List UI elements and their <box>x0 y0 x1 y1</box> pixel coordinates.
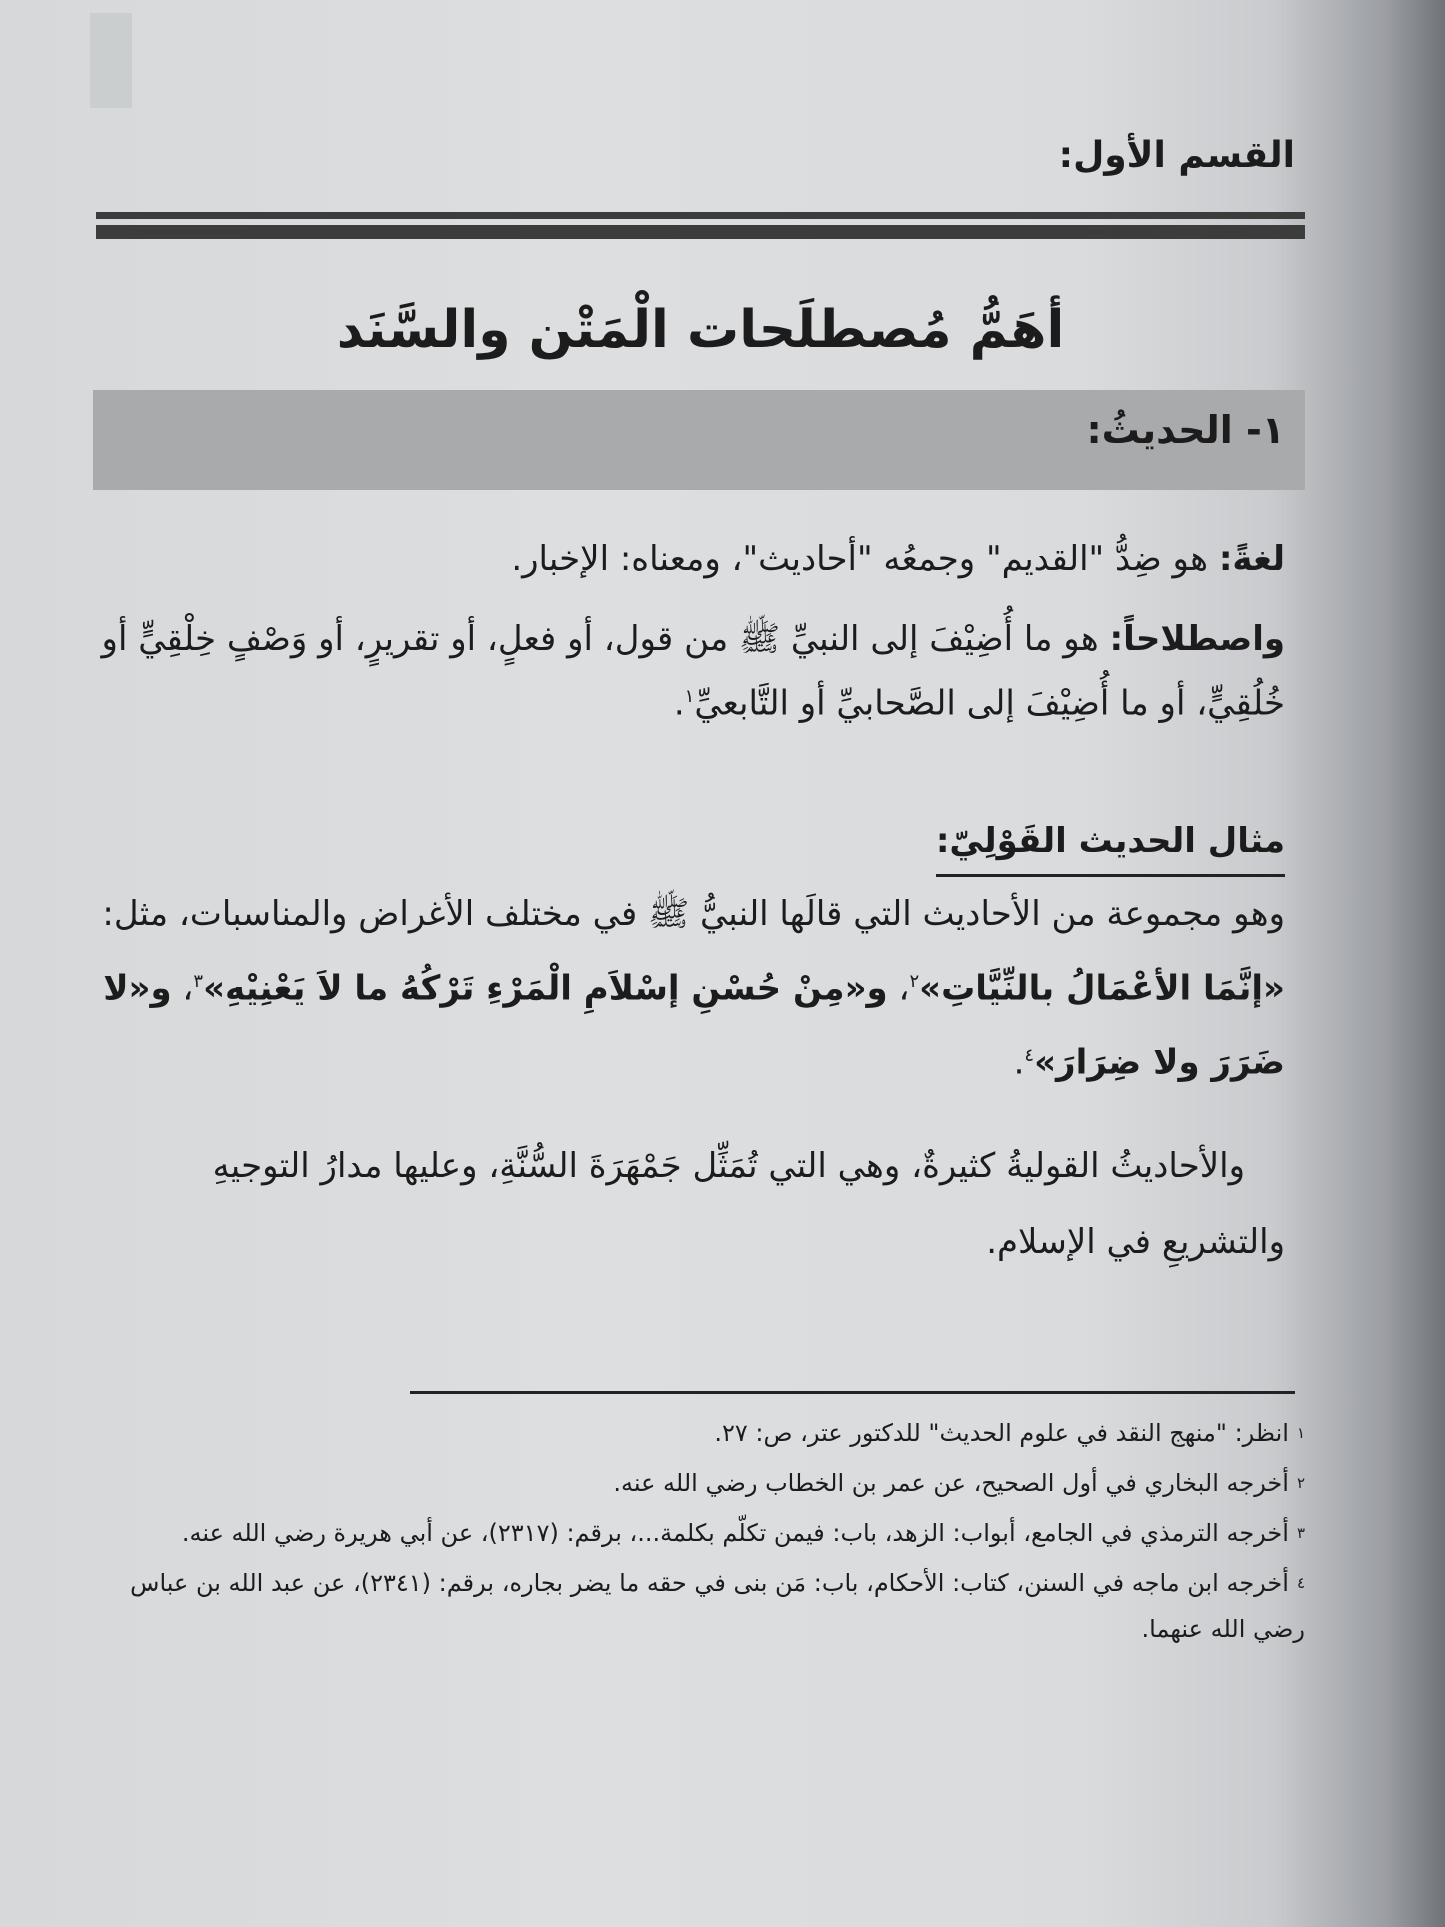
period: . <box>1013 1042 1025 1083</box>
footnote-text: أخرجه ابن ماجه في السنن، كتاب: الأحكام، باب: مَن بنى في حقه ما يضر بجاره، برقم: (٢٣٤١)، عن عبد الله بن عباس رضي الله عنهما. <box>130 1569 1305 1643</box>
footnote-3 <box>96 1510 1305 1556</box>
example-label: مثال الحديث القَوْلِيّ: <box>936 812 1285 877</box>
footnote-ref-1[interactable]: ١ <box>684 686 695 707</box>
hadith-quote-3: و«لا ضَرَرَ ولا ضِرَارَ» <box>103 968 1285 1083</box>
hadith-quote-1: «إنَّمَا الأعْمَالُ بالنِّيَّاتِ» <box>919 968 1285 1009</box>
footnote-ref-2[interactable]: ٢ <box>909 971 920 992</box>
example-heading <box>96 812 1285 877</box>
footnote-number: ٣ <box>1296 1524 1305 1542</box>
footnote-number: ١ <box>1296 1424 1305 1442</box>
footnote-ref-4[interactable]: ٤ <box>1024 1045 1035 1067</box>
footnote-text: أخرجه البخاري في أول الصحيح، عن عمر بن الخطاب رضي الله عنه. <box>613 1469 1289 1497</box>
period: . <box>673 683 685 724</box>
footnotes <box>96 1410 1305 1656</box>
definition-istilah <box>96 610 1285 732</box>
istilah-text: هو ما أُضِيْفَ إلى النبيِّ ﷺ من قول، أو فعلٍ، أو تقريرٍ، أو وَصْفٍ خِلْقِيٍّ أو خُلُقِيٍّ، أو ما أُضِيْفَ إلى الصَّحابيِّ أو التَّابعيِّ <box>101 619 1285 724</box>
footnote-number: ٢ <box>1296 1474 1305 1492</box>
heading-band <box>93 390 1305 490</box>
footnote-2 <box>96 1460 1305 1506</box>
footnote-text: انظر: "منهج النقد في علوم الحديث" للدكتور عتر، ص: ٢٧. <box>714 1419 1289 1447</box>
definition-lugha <box>96 530 1285 588</box>
section-label: القسم الأول: <box>1058 135 1295 176</box>
footnote-divider <box>410 1391 1295 1394</box>
footnote-4 <box>96 1560 1305 1652</box>
heading-band-label: ١- الحديثُ: <box>1086 408 1285 452</box>
chapter-title: أهَمُّ مُصطلَحات الْمَتْن والسَّنَد <box>336 300 1065 360</box>
lugha-text: هو ضِدُّ "القديم" وجمعُه "أحاديث"، ومعناه: الإخبار. <box>511 539 1208 579</box>
example-paragraph: وهو مجموعة من الأحاديث التي قالَها النبيُّ ﷺ في مختلف الأغراض والمناسبات، مثل: «إنَّمَا الأعْمَالُ بالنِّيَّاتِ»$^٢$، و«مِنْ حُسْنِ إسْلاَمِ الْمَرْءِ تَرْكُهُ ما لاَ يَعْنِيْهِ»$^٣$، و«لا ضَرَرَ ولا ضِرَارَ»$^٤$. <box>102 894 1285 1083</box>
bleed-through-box <box>90 13 132 108</box>
footnote-number: ٤ <box>1296 1574 1305 1592</box>
footnote-text: أخرجه الترمذي في الجامع، أبواب: الزهد، باب: فيمن تكلّم بكلمة...، برقم: (٢٣١٧)، عن أبي هريرة رضي الله عنه. <box>181 1519 1289 1547</box>
divider-thin <box>96 212 1305 219</box>
istilah-label: واصطلاحاً: <box>1109 619 1285 659</box>
hadith-quote-2: و«مِنْ حُسْنِ إسْلاَمِ الْمَرْءِ تَرْكُهُ ما لاَ يَعْنِيْهِ» <box>203 968 888 1009</box>
footnote-1 <box>96 1410 1305 1456</box>
example-intro: وهو مجموعة من الأحاديث التي قالَها النبيُّ ﷺ في مختلف الأغراض والمناسبات، مثل: <box>102 894 1285 934</box>
divider-thick <box>96 225 1305 239</box>
closing-paragraph: والأحاديثُ القوليةُ كثيرةٌ، وهي التي تُمَثِّل جَمْهَرَةَ السُّنَّةِ، وعليها مدارُ التوجيهِ والتشريعِ في الإسلام. <box>212 1146 1285 1262</box>
lugha-label: لغةً: <box>1218 539 1285 579</box>
footnote-ref-3[interactable]: ٣ <box>193 971 204 992</box>
